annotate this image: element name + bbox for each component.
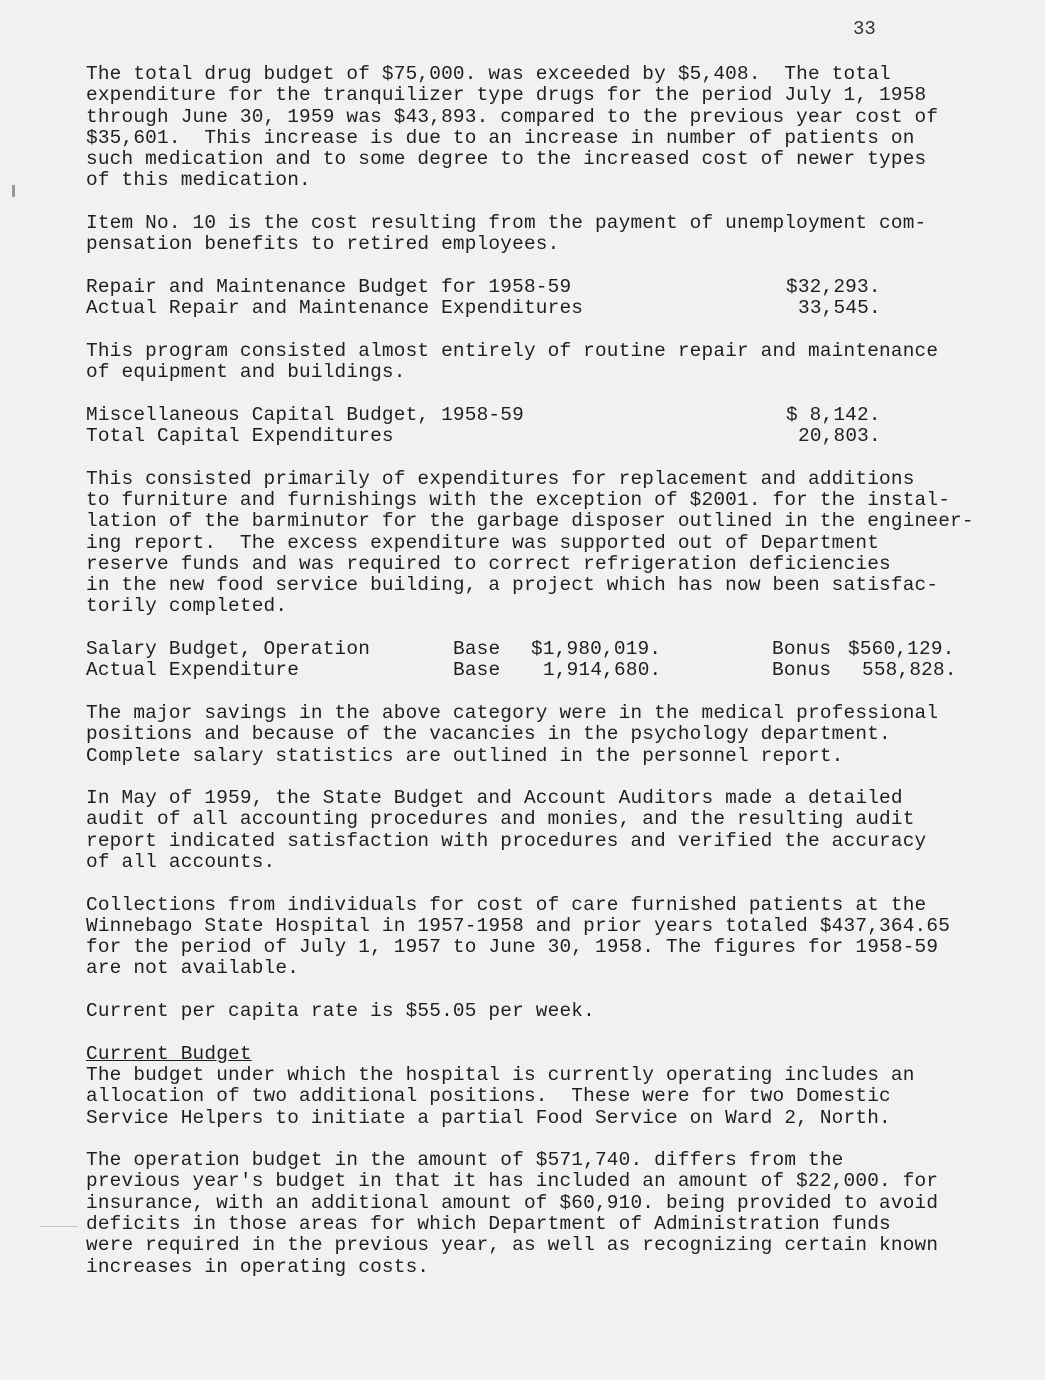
text-line: for the period of July 1, 1957 to June 30, 1958. The figures for 1958-59: [86, 936, 939, 959]
paragraph-operation-budget: [86, 1150, 1026, 1278]
text-line: This consisted primarily of expenditures for replacement and additions: [86, 467, 915, 490]
figure-label: Total Capital Expenditures: [86, 425, 394, 448]
figure-amount: 33,545.: [798, 297, 881, 320]
text-line: Service Helpers to initiate a partial Food Service on Ward 2, North.: [86, 1106, 891, 1129]
page-number: 33: [853, 18, 876, 40]
figure-amount: $32,293.: [786, 275, 881, 298]
base-label: Base: [453, 638, 501, 661]
figure-amount: 20,803.: [798, 425, 881, 448]
figure-label: Actual Expenditure: [86, 659, 300, 682]
text-line: such medication and to some degree to the increased cost of newer types: [86, 148, 927, 171]
bonus-label: Bonus: [772, 659, 832, 682]
capital-figures: [86, 405, 1026, 448]
text-line: reserve funds and was required to correct refrigeration deficiencies: [86, 552, 891, 575]
text-line: report indicated satisfaction with procedures and verified the accuracy: [86, 829, 927, 852]
figure-row: [86, 298, 1026, 319]
text-line: Winnebago State Hospital in 1957-1958 and prior years totaled $437,364.65: [86, 914, 951, 937]
text-line: audit of all accounting procedures and monies, and the resulting audit: [86, 808, 915, 831]
text-line: The operation budget in the amount of $571,740. differs from the: [86, 1149, 844, 1172]
figure-row: [86, 660, 1026, 681]
bonus-amount: 558,828.: [862, 659, 957, 682]
text-line: ing report. The excess expenditure was supported out of Department: [86, 531, 880, 554]
text-line: Collections from individuals for cost of care furnished patients at the: [86, 893, 927, 916]
text-line: previous year's budget in that it has included an amount of $22,000. for: [86, 1170, 939, 1193]
text-line: expenditure for the tranquilizer type drugs for the period July 1, 1958: [86, 84, 927, 107]
paragraph-per-capita: [86, 1001, 1026, 1022]
figure-row: [86, 405, 1026, 426]
text-line: insurance, with an additional amount of $60,910. being provided to avoid: [86, 1191, 939, 1214]
figure-label: Repair and Maintenance Budget for 1958-59: [86, 275, 572, 298]
text-line: torily completed.: [86, 595, 288, 618]
text-line: pensation benefits to retired employees.: [86, 233, 560, 256]
text-line: increases in operating costs.: [86, 1255, 430, 1278]
figure-label: Actual Repair and Maintenance Expenditures: [86, 297, 584, 320]
text-line: The major savings in the above category were in the medical professional: [86, 701, 939, 724]
bonus-label: Bonus: [772, 638, 832, 661]
text-line: positions and because of the vacancies in the psychology department.: [86, 723, 891, 746]
salary-figures: [86, 639, 1026, 682]
text-line: in the new food service building, a project which has now been satisfac-: [86, 574, 939, 597]
text-line: deficits in those areas for which Department of Administration funds: [86, 1213, 891, 1236]
text-line: This program consisted almost entirely of routine repair and maintenance: [86, 339, 939, 362]
bonus-amount: $560,129.: [848, 638, 955, 661]
text-line: of all accounts.: [86, 850, 276, 873]
text-line: The total drug budget of $75,000. was exceeded by $5,408. The total: [86, 63, 891, 85]
text-line: $35,601. This increase is due to an increase in number of patients on: [86, 126, 915, 149]
text-line: Complete salary statistics are outlined in the personnel report.: [86, 744, 844, 767]
text-line: of equipment and buildings.: [86, 361, 406, 384]
paragraph-drug-budget: [86, 64, 1026, 192]
text-line: of this medication.: [86, 169, 311, 192]
text-line: were required in the previous year, as well as recognizing certain known: [86, 1234, 939, 1257]
text-line: In May of 1959, the State Budget and Account Auditors made a detailed: [86, 787, 903, 810]
base-label: Base: [453, 659, 501, 682]
paragraph-capital-note: [86, 469, 1026, 618]
base-amount: 1,914,680.: [543, 659, 662, 682]
text-line: are not available.: [86, 957, 300, 980]
section-heading: Current Budget: [86, 1042, 252, 1065]
paragraph-repair-note: [86, 341, 1026, 384]
figure-row: [86, 277, 1026, 298]
text-line: through June 30, 1959 was $43,893. compared to the previous year cost of: [86, 105, 939, 128]
figure-row: [86, 426, 1026, 447]
text-line: Current per capita rate is $55.05 per week.: [86, 1000, 595, 1023]
text-line: The budget under which the hospital is currently operating includes an: [86, 1063, 915, 1086]
text-line: lation of the barminutor for the garbage disposer outlined in the engineer-: [86, 510, 974, 533]
paragraph-item-10: [86, 213, 1026, 256]
paragraph-salary-savings: [86, 703, 1026, 767]
margin-mark: [40, 1226, 78, 1227]
text-line: allocation of two additional positions. These were for two Domestic: [86, 1085, 891, 1108]
paragraph-audit: [86, 788, 1026, 873]
margin-mark: [12, 185, 15, 197]
section-current-budget: [86, 1044, 1026, 1129]
text-line: Item No. 10 is the cost resulting from the payment of unemployment com-: [86, 212, 927, 235]
repair-figures: [86, 277, 1026, 320]
figure-row: [86, 639, 1026, 660]
base-amount: $1,980,019.: [531, 638, 662, 661]
figure-label: Salary Budget, Operation: [86, 638, 371, 661]
paragraph-collections: [86, 895, 1026, 980]
figure-label: Miscellaneous Capital Budget, 1958-59: [86, 403, 524, 426]
text-line: to furniture and furnishings with the exception of $2001. for the instal-: [86, 488, 951, 511]
document-body: [86, 64, 1026, 1299]
figure-amount: $ 8,142.: [786, 403, 881, 426]
